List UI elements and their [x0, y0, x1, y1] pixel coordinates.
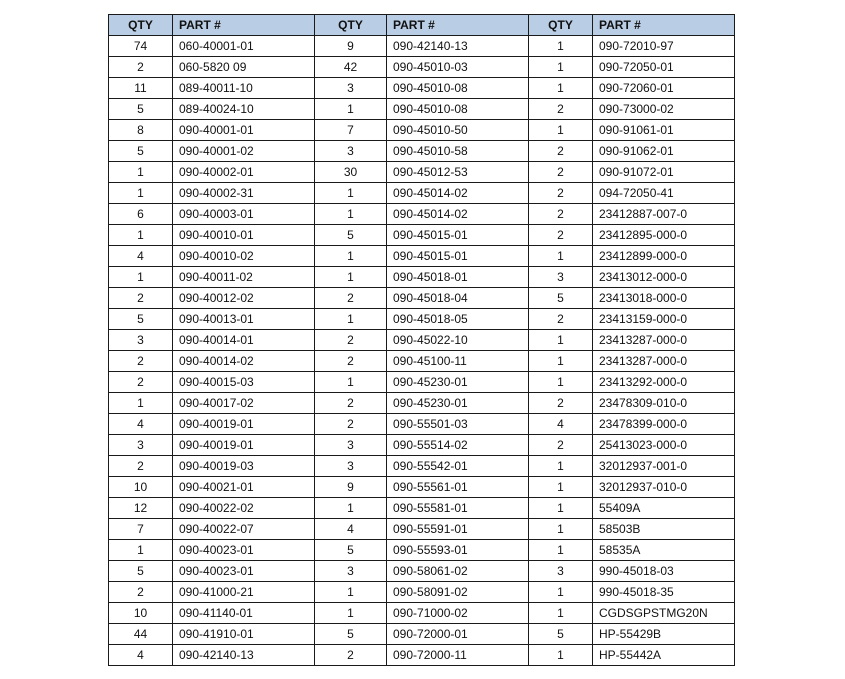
- part-number-cell: 23413159-000-0: [593, 309, 735, 330]
- qty-cell: 2: [529, 162, 593, 183]
- part-number-cell: 090-45018-05: [387, 309, 529, 330]
- qty-cell: 4: [109, 645, 173, 666]
- qty-cell: 2: [109, 351, 173, 372]
- qty-cell: 9: [315, 36, 387, 57]
- qty-cell: 1: [529, 36, 593, 57]
- qty-cell: 2: [529, 204, 593, 225]
- part-number-cell: 090-91072-01: [593, 162, 735, 183]
- qty-cell: 3: [315, 561, 387, 582]
- part-number-cell: CGDSGPSTMG20N: [593, 603, 735, 624]
- part-number-cell: 090-40019-01: [173, 414, 315, 435]
- table-row: [109, 141, 735, 162]
- part-number-cell: 090-45010-50: [387, 120, 529, 141]
- part-number-cell: 090-55581-01: [387, 498, 529, 519]
- part-number-cell: 090-41910-01: [173, 624, 315, 645]
- qty-cell: 1: [315, 372, 387, 393]
- qty-cell: 9: [315, 477, 387, 498]
- parts-table-header: [109, 15, 735, 36]
- qty-cell: 1: [529, 519, 593, 540]
- qty-cell: 1: [529, 372, 593, 393]
- table-row: [109, 267, 735, 288]
- part-number-cell: 090-45230-01: [387, 372, 529, 393]
- part-number-cell: 090-40003-01: [173, 204, 315, 225]
- table-row: [109, 246, 735, 267]
- part-number-cell: 990-45018-03: [593, 561, 735, 582]
- qty-cell: 5: [109, 309, 173, 330]
- table-row: [109, 477, 735, 498]
- qty-cell: 5: [109, 561, 173, 582]
- qty-cell: 2: [109, 288, 173, 309]
- part-number-cell: 090-55542-01: [387, 456, 529, 477]
- table-row: [109, 120, 735, 141]
- part-number-cell: 090-42140-13: [173, 645, 315, 666]
- part-number-cell: 23412895-000-0: [593, 225, 735, 246]
- table-row: [109, 624, 735, 645]
- qty-cell: 5: [315, 624, 387, 645]
- header-qty: QTY: [529, 15, 593, 36]
- part-number-cell: 58503B: [593, 519, 735, 540]
- part-number-cell: 090-72010-97: [593, 36, 735, 57]
- part-number-cell: 23478309-010-0: [593, 393, 735, 414]
- part-number-cell: 090-45010-08: [387, 78, 529, 99]
- qty-cell: 30: [315, 162, 387, 183]
- qty-cell: 1: [109, 393, 173, 414]
- part-number-cell: 090-40019-01: [173, 435, 315, 456]
- qty-cell: 2: [109, 456, 173, 477]
- qty-cell: 1: [529, 582, 593, 603]
- qty-cell: 2: [109, 57, 173, 78]
- part-number-cell: 990-45018-35: [593, 582, 735, 603]
- part-number-cell: 090-55593-01: [387, 540, 529, 561]
- qty-cell: 1: [315, 204, 387, 225]
- part-number-cell: 090-45015-01: [387, 246, 529, 267]
- qty-cell: 1: [529, 456, 593, 477]
- qty-cell: 5: [315, 540, 387, 561]
- part-number-cell: 090-45010-08: [387, 99, 529, 120]
- qty-cell: 4: [109, 414, 173, 435]
- part-number-cell: 094-72050-41: [593, 183, 735, 204]
- qty-cell: 3: [109, 330, 173, 351]
- qty-cell: 1: [529, 246, 593, 267]
- qty-cell: 10: [109, 603, 173, 624]
- qty-cell: 3: [529, 561, 593, 582]
- qty-cell: 3: [315, 141, 387, 162]
- part-number-cell: 23412887-007-0: [593, 204, 735, 225]
- qty-cell: 2: [109, 372, 173, 393]
- part-number-cell: 089-40011-10: [173, 78, 315, 99]
- qty-cell: 6: [109, 204, 173, 225]
- header-qty: QTY: [109, 15, 173, 36]
- part-number-cell: 090-72000-11: [387, 645, 529, 666]
- table-row: [109, 603, 735, 624]
- qty-cell: 1: [109, 183, 173, 204]
- part-number-cell: 32012937-001-0: [593, 456, 735, 477]
- table-row: [109, 351, 735, 372]
- qty-cell: 2: [529, 141, 593, 162]
- part-number-cell: 090-72060-01: [593, 78, 735, 99]
- table-row: [109, 183, 735, 204]
- qty-cell: 2: [529, 225, 593, 246]
- qty-cell: 3: [315, 435, 387, 456]
- part-number-cell: 58535A: [593, 540, 735, 561]
- table-row: [109, 204, 735, 225]
- part-number-cell: 090-40023-01: [173, 540, 315, 561]
- part-number-cell: 090-42140-13: [387, 36, 529, 57]
- part-number-cell: HP-55429B: [593, 624, 735, 645]
- qty-cell: 1: [529, 603, 593, 624]
- qty-cell: 2: [529, 99, 593, 120]
- qty-cell: 3: [315, 78, 387, 99]
- qty-cell: 3: [529, 267, 593, 288]
- qty-cell: 5: [529, 288, 593, 309]
- qty-cell: 1: [529, 540, 593, 561]
- table-row: [109, 99, 735, 120]
- table-row: [109, 435, 735, 456]
- part-number-cell: 23413287-000-0: [593, 351, 735, 372]
- part-number-cell: 23478399-000-0: [593, 414, 735, 435]
- part-number-cell: 25413023-000-0: [593, 435, 735, 456]
- part-number-cell: 090-72000-01: [387, 624, 529, 645]
- part-number-cell: 23413287-000-0: [593, 330, 735, 351]
- header-part: PART #: [593, 15, 735, 36]
- qty-cell: 8: [109, 120, 173, 141]
- qty-cell: 2: [315, 330, 387, 351]
- qty-cell: 2: [109, 582, 173, 603]
- part-number-cell: 090-73000-02: [593, 99, 735, 120]
- table-row: [109, 393, 735, 414]
- qty-cell: 1: [529, 330, 593, 351]
- qty-cell: 11: [109, 78, 173, 99]
- part-number-cell: 090-58061-02: [387, 561, 529, 582]
- part-number-cell: 090-40010-02: [173, 246, 315, 267]
- part-number-cell: 060-5820 09: [173, 57, 315, 78]
- table-row: [109, 561, 735, 582]
- part-number-cell: 090-45014-02: [387, 183, 529, 204]
- table-row: [109, 519, 735, 540]
- part-number-cell: 090-40014-01: [173, 330, 315, 351]
- part-number-cell: 090-55591-01: [387, 519, 529, 540]
- table-row: [109, 162, 735, 183]
- part-number-cell: 090-40023-01: [173, 561, 315, 582]
- table-row: [109, 225, 735, 246]
- table-row: [109, 372, 735, 393]
- qty-cell: 3: [315, 456, 387, 477]
- part-number-cell: 090-45014-02: [387, 204, 529, 225]
- part-number-cell: 090-45012-53: [387, 162, 529, 183]
- table-row: [109, 498, 735, 519]
- parts-table: [108, 14, 735, 666]
- qty-cell: 1: [315, 183, 387, 204]
- qty-cell: 2: [529, 309, 593, 330]
- table-row: [109, 540, 735, 561]
- part-number-cell: 090-45010-03: [387, 57, 529, 78]
- part-number-cell: 090-40013-01: [173, 309, 315, 330]
- part-number-cell: 090-71000-02: [387, 603, 529, 624]
- part-number-cell: 090-40014-02: [173, 351, 315, 372]
- table-row: [109, 582, 735, 603]
- qty-cell: 1: [315, 99, 387, 120]
- qty-cell: 2: [315, 351, 387, 372]
- table-row: [109, 36, 735, 57]
- part-number-cell: 090-40011-02: [173, 267, 315, 288]
- part-number-cell: 060-40001-01: [173, 36, 315, 57]
- table-row: [109, 330, 735, 351]
- qty-cell: 7: [315, 120, 387, 141]
- part-number-cell: 090-55561-01: [387, 477, 529, 498]
- part-number-cell: 090-55501-03: [387, 414, 529, 435]
- header-row: [109, 15, 735, 36]
- table-row: [109, 414, 735, 435]
- part-number-cell: 090-40015-03: [173, 372, 315, 393]
- part-number-cell: 32012937-010-0: [593, 477, 735, 498]
- qty-cell: 2: [315, 288, 387, 309]
- part-number-cell: 090-72050-01: [593, 57, 735, 78]
- part-number-cell: 090-40002-31: [173, 183, 315, 204]
- qty-cell: 2: [529, 183, 593, 204]
- qty-cell: 1: [315, 498, 387, 519]
- header-part: PART #: [173, 15, 315, 36]
- part-number-cell: 090-40001-02: [173, 141, 315, 162]
- qty-cell: 1: [529, 477, 593, 498]
- qty-cell: 1: [315, 246, 387, 267]
- qty-cell: 4: [529, 414, 593, 435]
- parts-table-body: [109, 36, 735, 666]
- part-number-cell: 090-40017-02: [173, 393, 315, 414]
- qty-cell: 1: [529, 645, 593, 666]
- part-number-cell: 090-40022-07: [173, 519, 315, 540]
- qty-cell: 5: [315, 225, 387, 246]
- qty-cell: 2: [529, 393, 593, 414]
- qty-cell: 74: [109, 36, 173, 57]
- qty-cell: 5: [109, 141, 173, 162]
- qty-cell: 1: [315, 582, 387, 603]
- qty-cell: 7: [109, 519, 173, 540]
- qty-cell: 42: [315, 57, 387, 78]
- part-number-cell: 090-40012-02: [173, 288, 315, 309]
- part-number-cell: 090-45230-01: [387, 393, 529, 414]
- part-number-cell: 089-40024-10: [173, 99, 315, 120]
- part-number-cell: 090-45022-10: [387, 330, 529, 351]
- qty-cell: 3: [109, 435, 173, 456]
- qty-cell: 4: [109, 246, 173, 267]
- part-number-cell: 090-91062-01: [593, 141, 735, 162]
- part-number-cell: 090-58091-02: [387, 582, 529, 603]
- part-number-cell: 090-41000-21: [173, 582, 315, 603]
- qty-cell: 44: [109, 624, 173, 645]
- qty-cell: 2: [529, 435, 593, 456]
- qty-cell: 1: [529, 57, 593, 78]
- qty-cell: 1: [529, 78, 593, 99]
- part-number-cell: 090-41140-01: [173, 603, 315, 624]
- header-part: PART #: [387, 15, 529, 36]
- part-number-cell: 090-40001-01: [173, 120, 315, 141]
- part-number-cell: 090-40002-01: [173, 162, 315, 183]
- qty-cell: 1: [529, 351, 593, 372]
- qty-cell: 10: [109, 477, 173, 498]
- part-number-cell: 55409A: [593, 498, 735, 519]
- qty-cell: 2: [315, 645, 387, 666]
- qty-cell: 1: [529, 498, 593, 519]
- part-number-cell: 23413018-000-0: [593, 288, 735, 309]
- part-number-cell: 090-45015-01: [387, 225, 529, 246]
- qty-cell: 1: [315, 267, 387, 288]
- qty-cell: 1: [109, 225, 173, 246]
- part-number-cell: 090-40022-02: [173, 498, 315, 519]
- part-number-cell: 090-45018-04: [387, 288, 529, 309]
- qty-cell: 2: [315, 393, 387, 414]
- table-row: [109, 645, 735, 666]
- table-row: [109, 456, 735, 477]
- table-row: [109, 57, 735, 78]
- qty-cell: 12: [109, 498, 173, 519]
- part-number-cell: 090-45010-58: [387, 141, 529, 162]
- qty-cell: 1: [109, 540, 173, 561]
- qty-cell: 1: [109, 162, 173, 183]
- table-row: [109, 78, 735, 99]
- part-number-cell: 090-40021-01: [173, 477, 315, 498]
- part-number-cell: 090-45018-01: [387, 267, 529, 288]
- part-number-cell: 23412899-000-0: [593, 246, 735, 267]
- table-row: [109, 288, 735, 309]
- qty-cell: 1: [529, 120, 593, 141]
- part-number-cell: 090-55514-02: [387, 435, 529, 456]
- table-row: [109, 309, 735, 330]
- part-number-cell: 090-91061-01: [593, 120, 735, 141]
- qty-cell: 5: [529, 624, 593, 645]
- qty-cell: 2: [315, 414, 387, 435]
- qty-cell: 1: [315, 603, 387, 624]
- qty-cell: 1: [315, 309, 387, 330]
- qty-cell: 4: [315, 519, 387, 540]
- part-number-cell: 090-45100-11: [387, 351, 529, 372]
- qty-cell: 1: [109, 267, 173, 288]
- qty-cell: 5: [109, 99, 173, 120]
- part-number-cell: 090-40019-03: [173, 456, 315, 477]
- header-qty: QTY: [315, 15, 387, 36]
- part-number-cell: 23413292-000-0: [593, 372, 735, 393]
- part-number-cell: 090-40010-01: [173, 225, 315, 246]
- part-number-cell: HP-55442A: [593, 645, 735, 666]
- part-number-cell: 23413012-000-0: [593, 267, 735, 288]
